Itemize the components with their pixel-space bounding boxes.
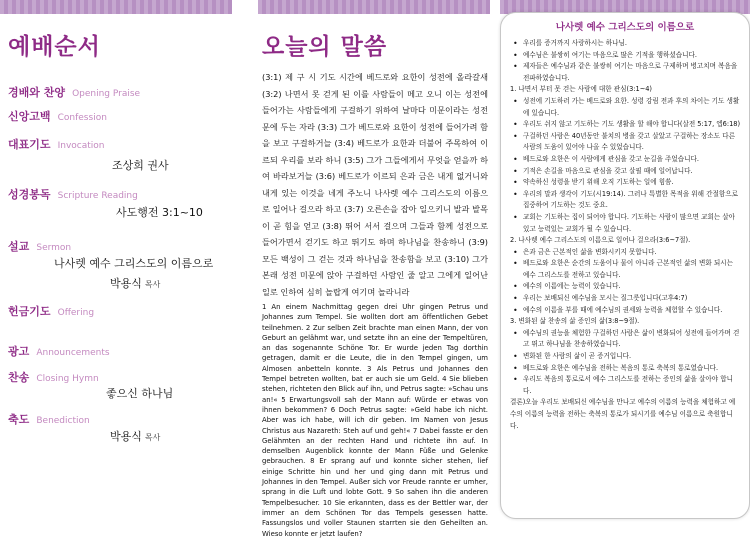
order-item-kr: 광고: [8, 345, 30, 358]
outline-bullet: • 예수의 이름을 부를 때에 예수님의 권세와 능력을 체험할 수 있습니다.: [509, 305, 741, 317]
benediction-name: 박용식: [110, 430, 142, 443]
sermon-title: 나사렛 예수 그리스도의 이름으로: [54, 257, 214, 270]
outline-heading: 3. 변화된 삶 찬송의 삶 증인의 삶(3:8~9절).: [510, 317, 640, 326]
outline-bullet: • 구걸하던 사람은 40년동안 불치의 병을 갖고 살았고 구걸하는 장소도 다른 사람의 도움이 있어야 나올 수 있었습니다.: [509, 131, 741, 154]
order-item-hymn: [8, 366, 226, 408]
order-item-en: Sermon: [36, 243, 72, 253]
preacher: [110, 275, 160, 291]
order-item-kr: 신앙고백: [8, 110, 51, 123]
sermon-outline-panel: [500, 12, 750, 519]
top-decor-strip-left: [0, 0, 232, 14]
order-item-en: Confession: [57, 113, 107, 123]
outline-conclusion: 결론)오늘 우리도 보배되신 예수님을 만나고 예수의 이름의 능력을 체험하고 예수의 이름의 능력을 전하는 축복의 통로가 되시기를 예수님 이름으로 축원합니다.: [510, 398, 736, 430]
preacher-name: 박용식: [110, 277, 142, 290]
order-item-kr: 성경봉독: [8, 188, 51, 201]
outline-bullet: • 기적은 손길을 마음으로 관심을 갖고 살필 때에 일어납니다.: [509, 166, 741, 178]
order-item-offering: [8, 300, 226, 340]
order-item-en: Scripture Reading: [57, 191, 138, 201]
outline-bullet: • 우리는 보배되신 예수님을 모시는 질그릇입니다(고후4:7): [509, 293, 741, 305]
outline-bullet: • 예수님은 불쌍히 여기는 마음으로 많은 기적을 행하셨습니다.: [509, 50, 741, 62]
outline-bullet: • 베드로와 요한은 이 사람에게 관심을 갖고 눈길을 주었습니다.: [509, 154, 741, 166]
order-item-sermon: [8, 235, 226, 300]
preacher-title: 목사: [144, 280, 161, 289]
outline-bullet: • 교회는 기도하는 집이 되어야 합니다. 기도하는 사람이 많으면 교회는 살아있고 능력있는 교회가 될 수 있습니다.: [509, 212, 741, 235]
scripture-title: 오늘의 말씀: [262, 34, 388, 60]
worship-order-column: [8, 28, 226, 448]
outline-bullet: • 약속하신 성령을 받기 위해 오직 기도하는 일에 힘씀.: [509, 177, 741, 189]
order-item-announcements: [8, 340, 226, 366]
outline-bullet: • 우리도 쉬지 않고 기도하는 기도 생활을 할 해야 합니다(살전 5:17, 엡6:18): [509, 119, 741, 131]
scripture-korean-text: (3:1) 제 구 시 기도 시간에 베드로와 요한이 성전에 올라갈새 (3:2) 나면서 못 걷게 된 이를 사람들이 메고 오니 이는 성전에 들어가는 사람들에게 구걸하기 위하여 날마다 미문이라는 성전 문에 두는 자라 (3:3) 그가 베드로와 요한이 성전에 들어가려 함을 보고 구걸하거늘 (3:4) 베드로가 요한과 더불어 주목하여 이르되 우리를 보라 하니 (3:5) 그가 그들에게서 무엇을 얻을까 하여 바라보거늘 (3:6) 베드로가 이르되 은과 금은 내게 없거니와 내게 있는 이것을 네게 주노니 나사렛 예수 그리스도의 이름으로 일어나 걸으라 하고 (3:7) 오른손을 잡아 일으키니 발과 발목이 곧 힘을 얻고 (3:8) 뛰어 서서 걸으며 그들과 함께 성전으로 들어가면서 걷기도 하고 뛰기도 하며 하나님을 찬송하니 (3:9) 모든 백성이 그 걷는 것과 하나님을 찬송함을 보고 (3:10) 그가 본래 성전 미문에 앉아 구걸하던 사람인 줄 알고 그에게 일어난 일로 인하여 심히 놀랍게 여기며 놀라니라: [262, 72, 488, 297]
hymn-title: 좋으신 하나님: [106, 387, 174, 400]
order-item-benediction: [8, 408, 226, 448]
benediction-title: 목사: [144, 433, 161, 442]
worship-order-title: 예배순서: [8, 34, 101, 60]
order-item-scripture: [8, 183, 226, 235]
prayer-leader: 조상희 권사: [112, 159, 169, 172]
scripture-column: [262, 28, 488, 539]
outline-bullet: • 은과 금은 근본적인 삶을 변화시키지 못합니다.: [509, 247, 741, 259]
order-item-en: Announcements: [36, 348, 110, 358]
order-item-kr: 헌금기도: [8, 305, 51, 318]
sermon-outline-list: [509, 38, 741, 432]
outline-bullet: • 우리를 증거까지 사랑하시는 하나님.: [509, 38, 741, 50]
outline-heading: 2. 나사렛 예수 그리스도의 이름으로 일어나 걸으라(3:6~7절).: [510, 236, 691, 245]
order-item-en: Opening Praise: [72, 89, 141, 99]
order-item-kr: 축도: [8, 413, 30, 426]
outline-bullet: • 변화된 한 사람의 삶이 곧 증거입니다.: [509, 351, 741, 363]
order-item-invocation: [8, 133, 226, 183]
order-item-praise: [8, 81, 226, 105]
order-item-kr: 찬송: [8, 371, 30, 384]
outline-bullet: • 우리의 말과 생각이 기도(시19:14). 그러나 특별한 목적을 위해 간절함으로 집중하여 기도하는 것도 중요.: [509, 189, 741, 212]
order-item-confession: [8, 105, 226, 133]
order-item-kr: 설교: [8, 240, 30, 253]
scripture-reference: 사도행전 3:1~10: [116, 206, 203, 219]
order-item-en: Offering: [57, 308, 95, 318]
outline-bullet: • 우리도 복음의 통로로서 예수 그리스도를 전하는 증인의 삶을 살아야 합니다.: [509, 374, 741, 397]
outline-heading: 1. 나면서 부터 못 걷는 사람에 대한 관심(3:1~4): [510, 85, 652, 94]
top-decor-strip-middle: [258, 0, 490, 14]
outline-bullet: • 예수님의 권능을 체험한 구걸하던 사람은 삶이 변화되어 성전에 들어가며 걷고 뛰고 하나님을 찬송하였습니다.: [509, 328, 741, 351]
sermon-outline-title: 나사렛 예수 그리스도의 이름으로: [555, 22, 695, 33]
outline-bullet: • 예수의 이름에는 능력이 있습니다.: [509, 281, 741, 293]
order-item-en: Closing Hymn: [36, 374, 99, 384]
order-item-kr: 대표기도: [8, 138, 51, 151]
order-item-kr: 경배와 찬양: [8, 86, 65, 99]
outline-bullet: • 성전에 기도하러 가는 베드로와 요한. 성령 강림 전과 후의 차이는 기도 생활에 있습니다.: [509, 96, 741, 119]
outline-bullet: • 베드로와 요한은 순간의 도움이나 물이 아니라 근본적인 삶의 변화 되시는 예수 그리스도를 전하고 있습니다.: [509, 258, 741, 281]
benediction-pastor: [110, 428, 160, 444]
order-item-en: Invocation: [57, 141, 105, 151]
order-item-en: Benediction: [36, 416, 90, 426]
outline-bullet: • 제자들은 예수님과 같은 불쌍히 여기는 마음으로 구제하며 병고치며 복음을 전파하였습니다.: [509, 61, 741, 84]
scripture-german-text: 1 An einem Nachmittag gegen drei Uhr gingen Petrus und Johannes zum Tempel. Sie wollten dort am öffentlichen Gebet teilnehmen. 2 Zur selben Zeit brachte man einen Mann, der von Geburt an gelähmt war, und setzte ihn an eine der Tempeltüren, an das sogenannte Schöne Tor. Er wurde jeden Tag dorthin getragen, damit er die Leute, die in den Tempel gingen, um Almosen anbetteln konnte. 3 Als Petrus und Johannes den Tempel betreten wollten, bat er auch sie um Geld. 4 Sie blieben stehen, richteten den Blick auf ihn, und Petrus sagte: »Schau uns an!« 5 Erwartungsvoll sah der Mann auf: Würde er etwas von ihnen bekommen? 6 Doch Petrus sagte: »Geld habe ich nicht. Aber was ich habe, will ich dir geben. Im Namen von Jesus Christus aus Nazareth: Steh auf und geh!« 7 Dabei fasste er den Gelähmten an der rechten Hand und richtete ihn auf. In demselben Augenblick konnte der Mann Füße und Gelenke gebrauchen. 8 Er sprang auf und konnte sicher stehen, lief einige Schritte hin und her und ging dann mit Petrus und Johannes in den Tempel. Außer sich vor Freude rannte er umher, sprang in die Luft und lobte Gott. 9 So sahen ihn die anderen Tempelbesucher. 10 Sie erkannten, dass es der Bettler war, der immer an dem Schönen Tor das Tempels gesessen hatte. Fassungslos und voller Staunen starrten sie den Geheilten an. Wieso konnte er jetzt laufen?: [262, 303, 488, 538]
outline-bullet: • 베드로와 요한은 예수님을 전하는 복음의 통로 축복의 통로였습니다.: [509, 363, 741, 375]
